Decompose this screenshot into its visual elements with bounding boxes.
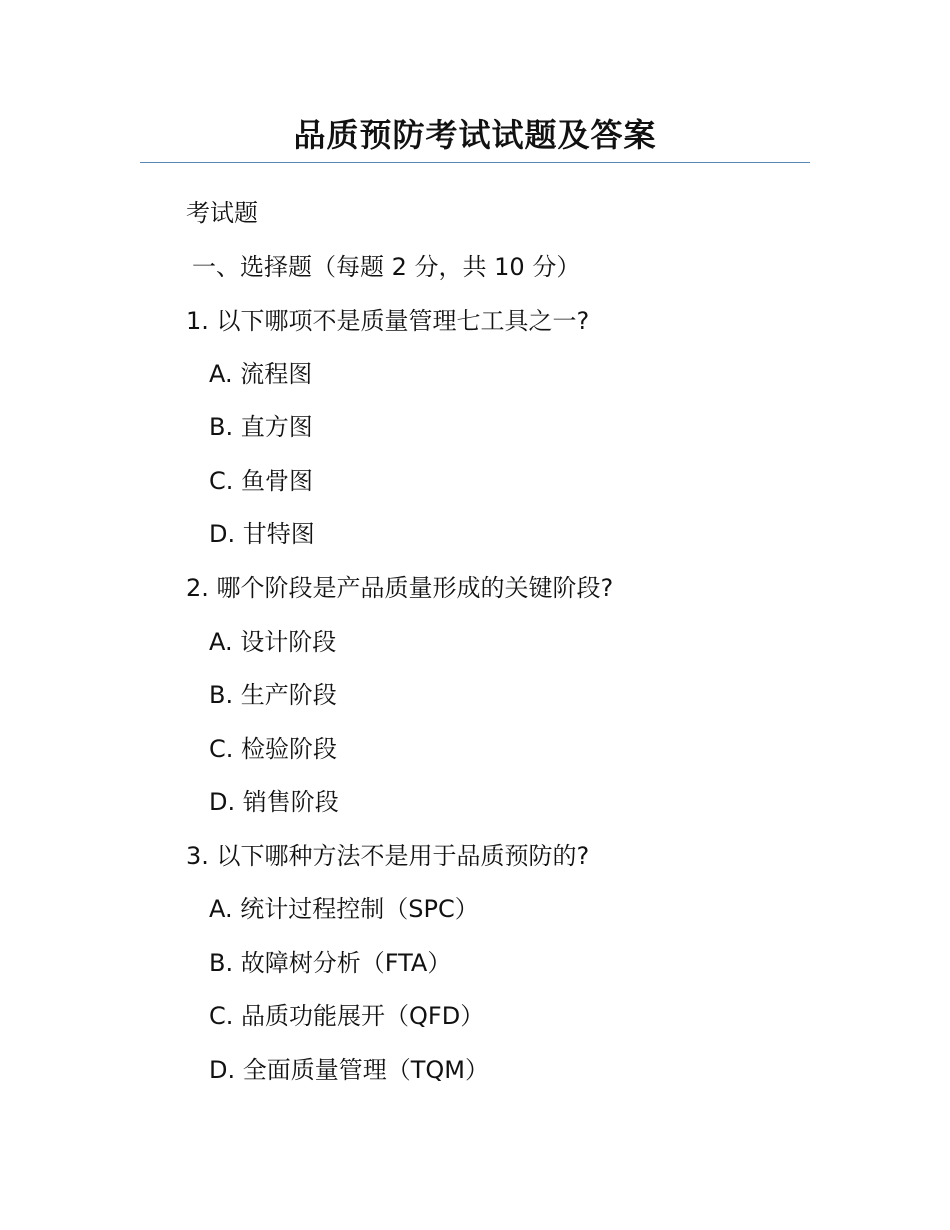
- question-3-option-d: D. 全面质量管理（TQM）: [209, 1056, 489, 1084]
- question-2-option-d: D. 销售阶段: [209, 788, 339, 816]
- title-underline: [140, 162, 810, 163]
- question-2-option-a: A. 设计阶段: [209, 628, 337, 656]
- question-3-option-a: A. 统计过程控制（SPC）: [209, 895, 479, 923]
- question-2-option-b: B. 生产阶段: [209, 681, 337, 709]
- document-title: 品质预防考试试题及答案: [293, 116, 657, 154]
- question-2-option-c: C. 检验阶段: [209, 735, 338, 763]
- question-1-text: 1. 以下哪项不是质量管理七工具之一?: [186, 307, 590, 335]
- question-1-option-c: C. 鱼骨图: [209, 467, 314, 495]
- question-1-option-d: D. 甘特图: [209, 520, 315, 548]
- question-2-text: 2. 哪个阶段是产品质量形成的关键阶段?: [186, 574, 614, 602]
- question-1-option-a: A. 流程图: [209, 360, 313, 388]
- question-3-text: 3. 以下哪种方法不是用于品质预防的?: [186, 842, 590, 870]
- section-label: 考试题: [186, 199, 258, 227]
- question-3-option-b: B. 故障树分析（FTA）: [209, 949, 452, 977]
- question-3-option-c: C. 品质功能展开（QFD）: [209, 1002, 485, 1030]
- question-1-option-b: B. 直方图: [209, 413, 313, 441]
- part-heading: 一、选择题（每题 2 分，共 10 分）: [192, 253, 581, 281]
